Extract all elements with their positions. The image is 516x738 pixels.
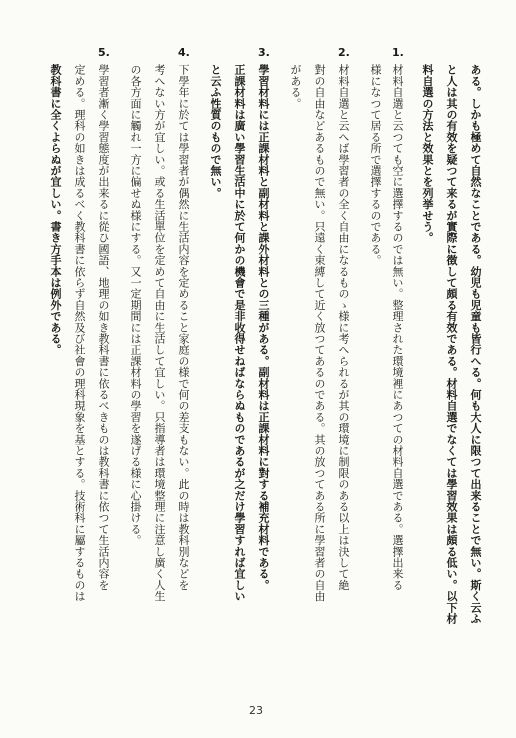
item-number: 1. xyxy=(392,46,404,59)
text-line: 對の自由などあるもので無い。只遠く束縛して近く放つてあるのである。其の放つてある所に學習者の自由 xyxy=(313,64,326,602)
item-number: 4. xyxy=(178,46,190,59)
text-line: がある。 xyxy=(289,64,302,109)
page-number: 23 xyxy=(249,704,263,717)
text-line: 考へない方が宜しい。或る生活單位を定めて自由に生活して宜しい。只指導者は環境整理に注意し廣く人生 xyxy=(153,64,166,602)
text-line: 學習者漸く學習態度が出来るに從ひ國語、地理の如き教科書に依るべきものは教科書に依つて生活内容を xyxy=(97,64,110,591)
text-line: ある。しかも極めて自然なことである。幼児も児童も皆行へる。何も大人に限つて出来ることで無い。斯く云ふ xyxy=(469,64,482,624)
text-line: と人は其の有效を疑つて来るが實際に徴して頗る有效である。材料自選でなくては學習效果は頗る低い。以下材 xyxy=(445,64,458,624)
text-line: 下學年に於ては學習者が偶然に生活内容を定めること家庭の様で何の差支もない。此の時は教科別などを xyxy=(177,64,190,591)
text-line: と云ふ性質のもので無い。 xyxy=(209,64,222,199)
text-line: 定める。理科の如きは成るべく教科書に依らず自然及び社會の理科現象を基とする。技術科に屬するものは xyxy=(73,64,86,602)
text-line: 正課材料は廣い學習生活中に於て何かの機會で是非收得せねばならぬものであるが之だけ學習すれば宜しい xyxy=(233,64,246,602)
text-line: 材料自選と云つても空に選擇するのでは無い。整理された環境裡にあつての材料自選である。選擇出来る xyxy=(391,64,404,591)
text-line: 學習材料には正課材料と副材料と課外材料との三種がある。副材料は正課材料に對する補充材料である。 xyxy=(257,64,270,591)
item-number: 5. xyxy=(98,46,110,59)
text-line: 教科書に全くよらぬが宜しい。書き方手本は例外である。 xyxy=(49,64,62,356)
text-line: 材料自選と云へば學習者の全く自由になるものゝ様に考へられるが其の環境に制限のある以上は決して絶 xyxy=(337,64,350,591)
text-line: 料自選の方法と效果とを列挙せう。 xyxy=(421,64,434,244)
text-line: 様になつて居る所で選擇するのである。 xyxy=(369,64,382,266)
item-number: 2. xyxy=(338,46,350,59)
text-line: の各方面に觸れ一方に偏せぬ様にする。又一定期間には正課材料の學習を遂げる様に心掛ける。 xyxy=(129,64,142,546)
item-number: 3. xyxy=(258,46,270,59)
